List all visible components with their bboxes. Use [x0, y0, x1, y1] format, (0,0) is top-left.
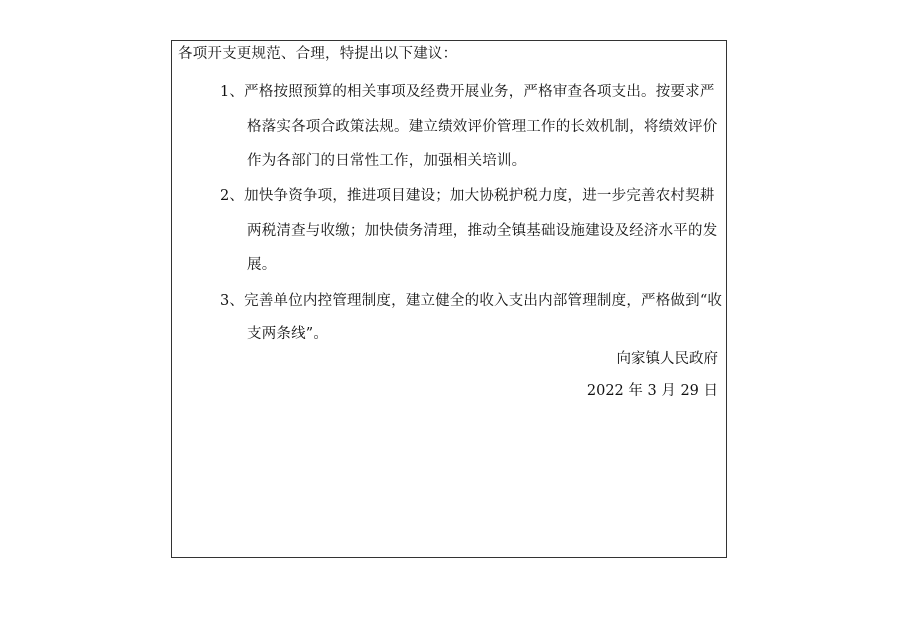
item-2-line-1: 2、加快争资争项，推进项目建设；加大协税护税力度，进一步完善农村契耕: [220, 188, 715, 204]
intro-text: 各项开支更规范、合理，特提出以下建议：: [178, 46, 458, 62]
document-frame: [171, 40, 727, 558]
item-2-line-2: 两税清查与收缴；加快债务清理，推动全镇基础设施建设及经济水平的发: [247, 223, 718, 239]
signature-org: 向家镇人民政府: [616, 351, 718, 367]
item-1-line-3: 作为各部门的日常性工作，加强相关培训。: [247, 153, 527, 169]
item-1-line-1: 1、严格按照预算的相关事项及经费开展业务，严格审查各项支出。按要求严: [220, 84, 715, 100]
signature-date: 2022 年 3 月 29 日: [586, 383, 718, 399]
item-3-line-2: 支两条线”。: [247, 326, 329, 342]
item-3-line-1: 3、完善单位内控管理制度，建立健全的收入支出内部管理制度，严格做到“收: [220, 293, 723, 309]
item-2-line-3: 展。: [247, 257, 277, 273]
item-1-line-2: 格落实各项合政策法规。建立绩效评价管理工作的长效机制，将绩效评价: [247, 119, 718, 135]
